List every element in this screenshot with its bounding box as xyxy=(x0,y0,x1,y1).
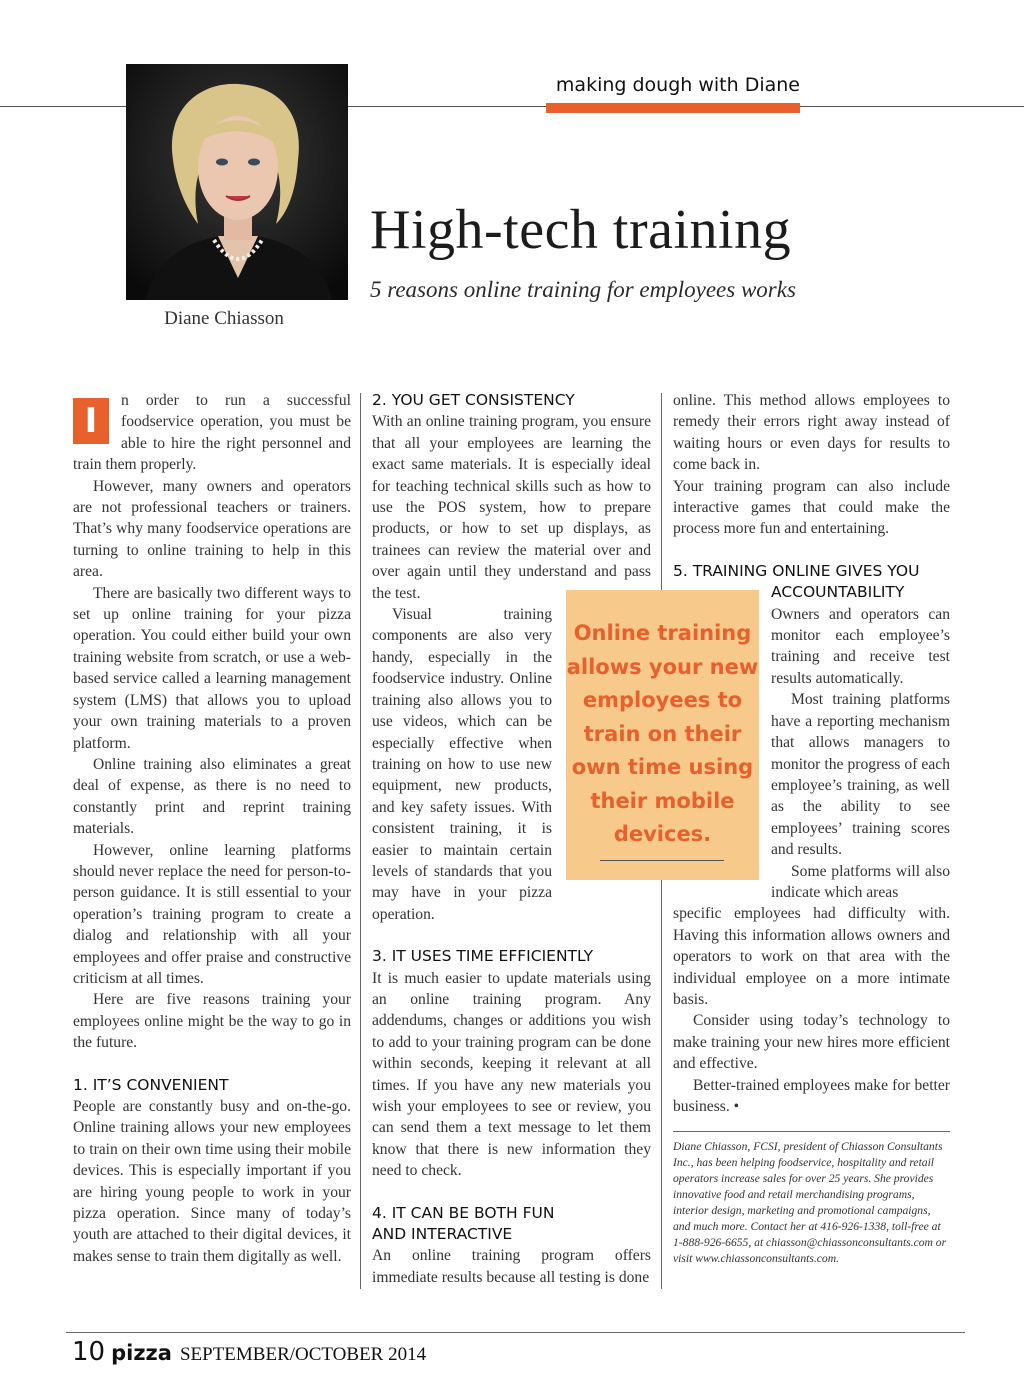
photo-caption: Diane Chiasson xyxy=(164,308,284,329)
paragraph: Visual training components are also very handy, especially in the foodservice industry. Online training also allows you to use videos, which can be especially effective when training on how to use new equipment, new products, and key safety issues. With consistent training, it is easier to maintain certain levels of standards that you may have in your pizza operation. xyxy=(372,606,552,923)
author-photo xyxy=(126,64,348,300)
section-heading: 5. TRAINING ONLINE GIVES YOU xyxy=(673,561,920,580)
author-portrait-icon xyxy=(126,64,348,300)
section-heading: 4. IT CAN BE BOTH FUN xyxy=(372,1203,555,1222)
paragraph: There are basically two different ways to set up online training for your pizza operation. You could either build your own training website from scratch, or use a web-based service called a learning management system (LMS) that allows you to upload your own training materials to a proven platform. xyxy=(73,584,351,752)
paragraph: However, online learning platforms should never replace the need for person-to-person guidance. It is still essential to your operation’s training program to create a dialog and relationship with all your employees and offer praise and constructive criticism at all times. xyxy=(73,841,351,987)
paragraph: It is much easier to update materials using an online training program. Any addendums, changes or additions you wish to add to your training program can be done within seconds, keeping it relevant at all times. If you have any new materials you wish your employees to see or review, you can send them a text message to let them know that there is new information they need to check. xyxy=(372,969,651,1180)
section-accent-bar xyxy=(546,103,800,113)
pull-quote: Online training allows your new employees to train on their own time using their mobile devices. xyxy=(566,590,759,880)
section-heading: 2. YOU GET CONSISTENCY xyxy=(372,391,575,409)
paragraph: specific employees had difficulty with. Having this information allows owners and operators to work on that area with the individual employee on a more intimate basis. xyxy=(673,905,950,1008)
paragraph: An online training program offers immediate results because all testing is done xyxy=(372,1247,651,1286)
paragraph: Owners and operators can monitor each employee’s training and receive test results automatically. xyxy=(771,605,950,687)
author-bio: Diane Chiasson, FCSI, president of Chiasson Consultants Inc., has been helping foodservice, hospitality and retail operators increase sales for over 25 years. She provides innovative food and retail merchandising programs, interior design, marketing and promotional campaigns, and much more. Contact her at 416-926-1338, toll-free at 1-888-926-6655, at chiasson@chiassonconsultants.com or visit www.chiassonconsultants.com. xyxy=(673,1140,947,1265)
article-subtitle: 5 reasons online training for employees works xyxy=(370,277,796,302)
paragraph: Here are five reasons training your employees online might be the way to go in the future. xyxy=(73,991,351,1052)
article-column-1 xyxy=(73,390,351,1267)
bio-rule xyxy=(673,1131,950,1132)
section-heading: ACCOUNTABILITY xyxy=(771,583,905,602)
issue-date: SEPTEMBER/OCTOBER 2014 xyxy=(179,1344,427,1365)
magazine-name: pizza xyxy=(111,1341,172,1365)
column-divider xyxy=(360,393,361,1289)
section-heading: AND INTERACTIVE xyxy=(372,1225,513,1244)
paragraph: online. This method allows employees to remedy their errors right away instead of waiting hours or even days for results to come back in. xyxy=(673,392,950,474)
paragraph: However, many owners and operators are not professional teachers or trainers. That’s why many foodservice operations are turning to online training to help in this area. xyxy=(73,477,351,581)
article-title: High-tech training xyxy=(370,199,792,261)
paragraph: Online training also eliminates a great deal of expense, as there is no need to constantly print and reprint training materials. xyxy=(73,755,351,838)
section-label: making dough with Diane xyxy=(555,74,800,96)
paragraph: People are constantly busy and on-the-go. Online training allows your new employees to train on their own time using their mobile devices. This is especially important if you are hiring young people to work in your pizza operation. Since many of today’s youth are attached to their digital devices, it makes sense to train them digitally as well. xyxy=(73,1098,351,1265)
page-number: 10 xyxy=(72,1337,106,1367)
paragraph: Better-trained employees make for better business. • xyxy=(673,1076,950,1115)
paragraph: With an online training program, you ensure that all your employees are learning the exact same materials. It is especially ideal for teaching technical skills such as how to use the POS system, how to prepare products, or how to set up displays, as trainees can review the material over and over again until they understand and pass the test. xyxy=(372,413,651,602)
header-rule xyxy=(0,106,128,107)
paragraph: Consider using today’s technology to make training your new hires more efficient and effective. xyxy=(673,1012,950,1073)
drop-cap: I xyxy=(73,398,109,444)
pull-quote-rule xyxy=(600,860,724,861)
page-footer xyxy=(72,1337,426,1367)
paragraph: Your training program can also include interactive games that could make the process more fun and entertaining. xyxy=(673,477,950,538)
paragraph: n order to run a successful foodservice operation, you must be able to hire the right personnel and train them properly. xyxy=(73,392,351,474)
section-heading: 1. IT’S CONVENIENT xyxy=(73,1075,229,1094)
section-heading: 3. IT USES TIME EFFICIENTLY xyxy=(372,947,594,966)
paragraph: Some platforms will also indicate which areas xyxy=(771,862,950,901)
footer-rule xyxy=(66,1332,965,1333)
paragraph: Most training platforms have a reporting mechanism that allows managers to monitor the progress of each employee’s training, as well as the ability to see employees’ training scores and results. xyxy=(771,691,950,859)
